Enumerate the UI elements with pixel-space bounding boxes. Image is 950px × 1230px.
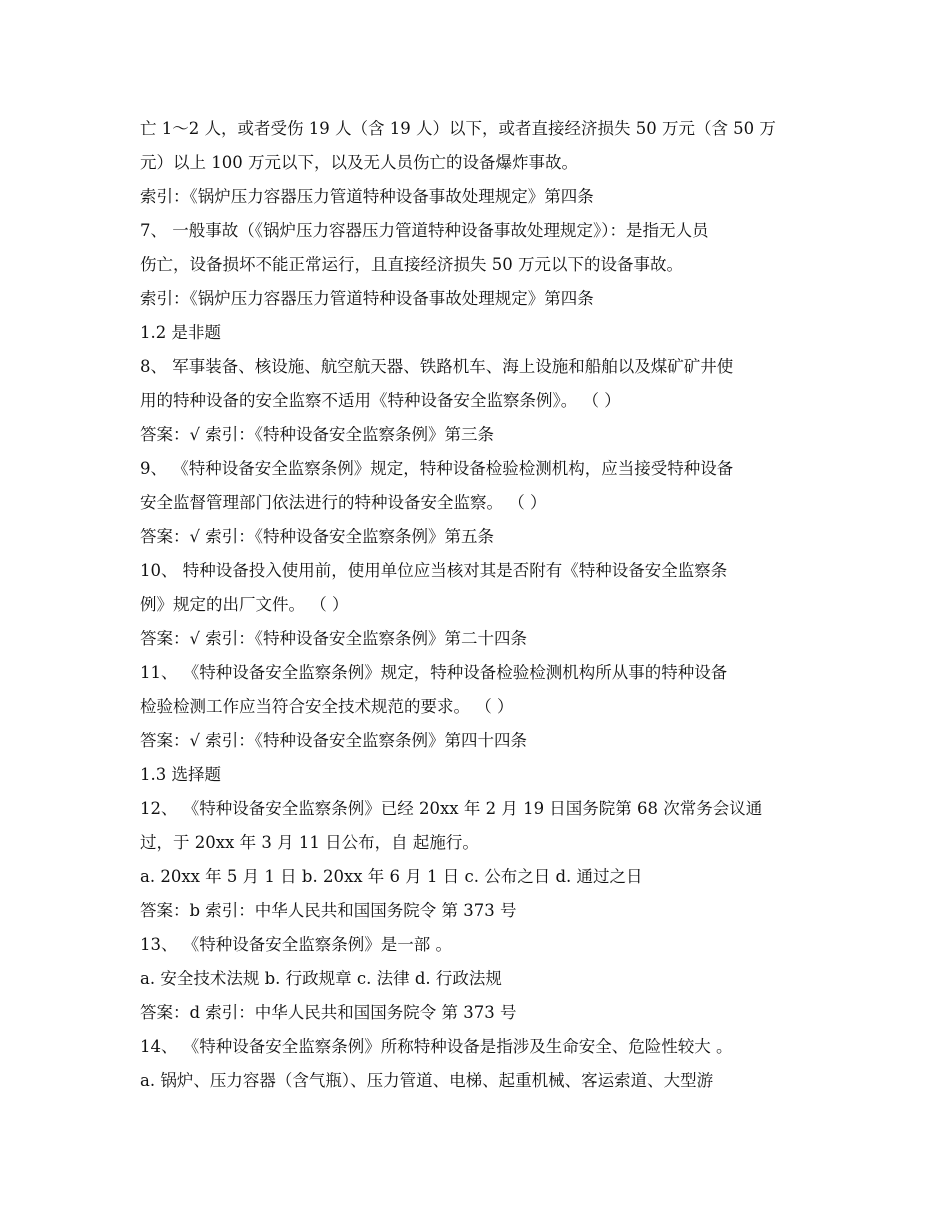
options-line: a. 安全技术法规 b. 行政规章 c. 法律 d. 行政法规 — [140, 969, 502, 988]
text-line: 检验检测工作应当符合安全技术规范的要求。 （ ） — [140, 697, 514, 716]
question-line: 11、 《特种设备安全监察条例》规定，特种设备检验检测机构所从事的特种设备 — [140, 663, 728, 682]
answer-line: 答案：b 索引：中华人民共和国国务院令 第 373 号 — [140, 901, 517, 920]
text-line: 例》规定的出厂文件。 （ ） — [140, 595, 349, 614]
text-line: 安全监督管理部门依法进行的特种设备安全监察。 （ ） — [140, 493, 547, 512]
text-line: 元）以上 100 万元以下，以及无人员伤亡的设备爆炸事故。 — [140, 153, 578, 172]
question-line: 7、 一般事故（《锅炉压力容器压力管道特种设备事故处理规定》）：是指无人员 — [140, 221, 709, 240]
question-line: 9、 《特种设备安全监察条例》规定，特种设备检验检测机构，应当接受特种设备 — [140, 459, 734, 478]
question-line: 13、 《特种设备安全监察条例》是一部 。 — [140, 935, 452, 954]
text-line: 用的特种设备的安全监察不适用《特种设备安全监察条例》。 （ ） — [140, 391, 621, 410]
reference-line: 索引：《锅炉压力容器压力管道特种设备事故处理规定》第四条 — [140, 289, 594, 308]
answer-line: 答案：√ 索引：《特种设备安全监察条例》第三条 — [140, 425, 495, 444]
question-line: 10、 特种设备投入使用前，使用单位应当核对其是否附有《特种设备安全监察条 — [140, 561, 728, 580]
answer-line: 答案：√ 索引：《特种设备安全监察条例》第四十四条 — [140, 731, 528, 750]
answer-line: 答案：√ 索引：《特种设备安全监察条例》第五条 — [140, 527, 495, 546]
options-line: a. 锅炉、压力容器（含气瓶）、压力管道、电梯、起重机械、客运索道、大型游 — [140, 1071, 714, 1090]
text-line: 伤亡，设备损坏不能正常运行，且直接经济损失 50 万元以下的设备事故。 — [140, 255, 683, 274]
text-line: 过，于 20xx 年 3 月 11 日公布，自 起施行。 — [140, 833, 479, 852]
answer-line: 答案：√ 索引：《特种设备安全监察条例》第二十四条 — [140, 629, 528, 648]
options-line: a. 20xx 年 5 月 1 日 b. 20xx 年 6 月 1 日 c. 公布之日 d. 通过之日 — [140, 867, 643, 886]
question-line: 14、 《特种设备安全监察条例》所称特种设备是指涉及生命安全、危险性较大 。 — [140, 1037, 733, 1056]
text-line: 亡 1～2 人，或者受伤 19 人（含 19 人）以下，或者直接经济损失 50 万元（含 50 万 — [140, 119, 776, 138]
question-line: 12、 《特种设备安全监察条例》已经 20xx 年 2 月 19 日国务院第 68 次常务会议通 — [140, 799, 763, 818]
question-line: 8、 军事装备、核设施、航空航天器、铁路机车、海上设施和船舶以及煤矿矿井使 — [140, 357, 734, 376]
section-heading: 1.3 选择题 — [140, 765, 221, 784]
document-body — [140, 112, 815, 1098]
section-heading: 1.2 是非题 — [140, 323, 221, 342]
answer-line: 答案：d 索引：中华人民共和国国务院令 第 373 号 — [140, 1003, 517, 1022]
reference-line: 索引：《锅炉压力容器压力管道特种设备事故处理规定》第四条 — [140, 187, 594, 206]
